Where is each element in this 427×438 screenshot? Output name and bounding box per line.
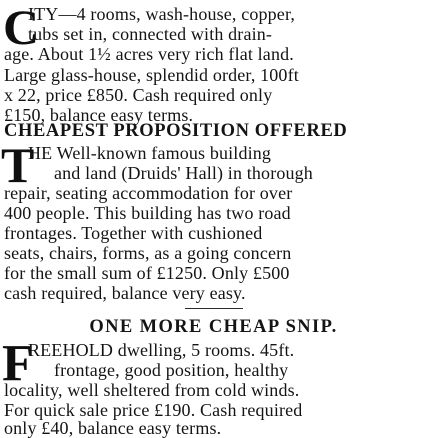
ad1-line-6: £150, balance easy terms. [4, 105, 194, 125]
ad1-line-2: tubs set in, connected with drain- [28, 24, 273, 44]
drop-cap-c: C [3, 0, 40, 55]
ad2-heading: CHEAPEST PROPOSITION OFFERED [4, 121, 348, 141]
ad2-line-7: for the small sum of £1250. Only £500 [4, 263, 290, 283]
ad3-line-4: For quick sale price £190. Cash required [4, 400, 303, 420]
ad1-line-5: x 22, price £850. Cash required only [4, 85, 273, 105]
ad2-line-8: cash required, balance very easy. [4, 283, 246, 303]
ad2-line-5: frontages. Together with cushioned [4, 223, 263, 243]
section-divider-rule [185, 308, 243, 309]
ad1-line-1: ITY—4 rooms, wash-house, copper, [28, 4, 296, 24]
ad2-line-1: HE Well-known famous building [28, 143, 272, 163]
ad2-line-2: and land (Druids' Hall) in thorough [54, 163, 313, 183]
ad1-line-4: Large glass-house, splendid order, 100ft [4, 65, 299, 85]
ad2-line-4: 400 people. This building has two road [4, 203, 291, 223]
ad3-line-2: frontage, good position, healthy [54, 360, 289, 380]
ad2-line-6: seats, chairs, forms, as a going concern [4, 243, 292, 263]
ad3-line-3: locality, well sheltered from cold winds. [4, 380, 300, 400]
ad2-line-3: repair, seating accommodation for over [4, 183, 293, 203]
ad3-line-1: REEHOLD dwelling, 5 rooms. 45ft. [28, 340, 295, 360]
ad3-line-5: only £40, balance easy terms. [4, 418, 222, 438]
drop-cap-f: F [2, 335, 34, 392]
ad1-line-3: age. About 1½ acres very rich flat land. [4, 44, 294, 64]
ad3-heading: ONE MORE CHEAP SNIP. [89, 317, 338, 337]
drop-cap-t: T [1, 137, 35, 193]
